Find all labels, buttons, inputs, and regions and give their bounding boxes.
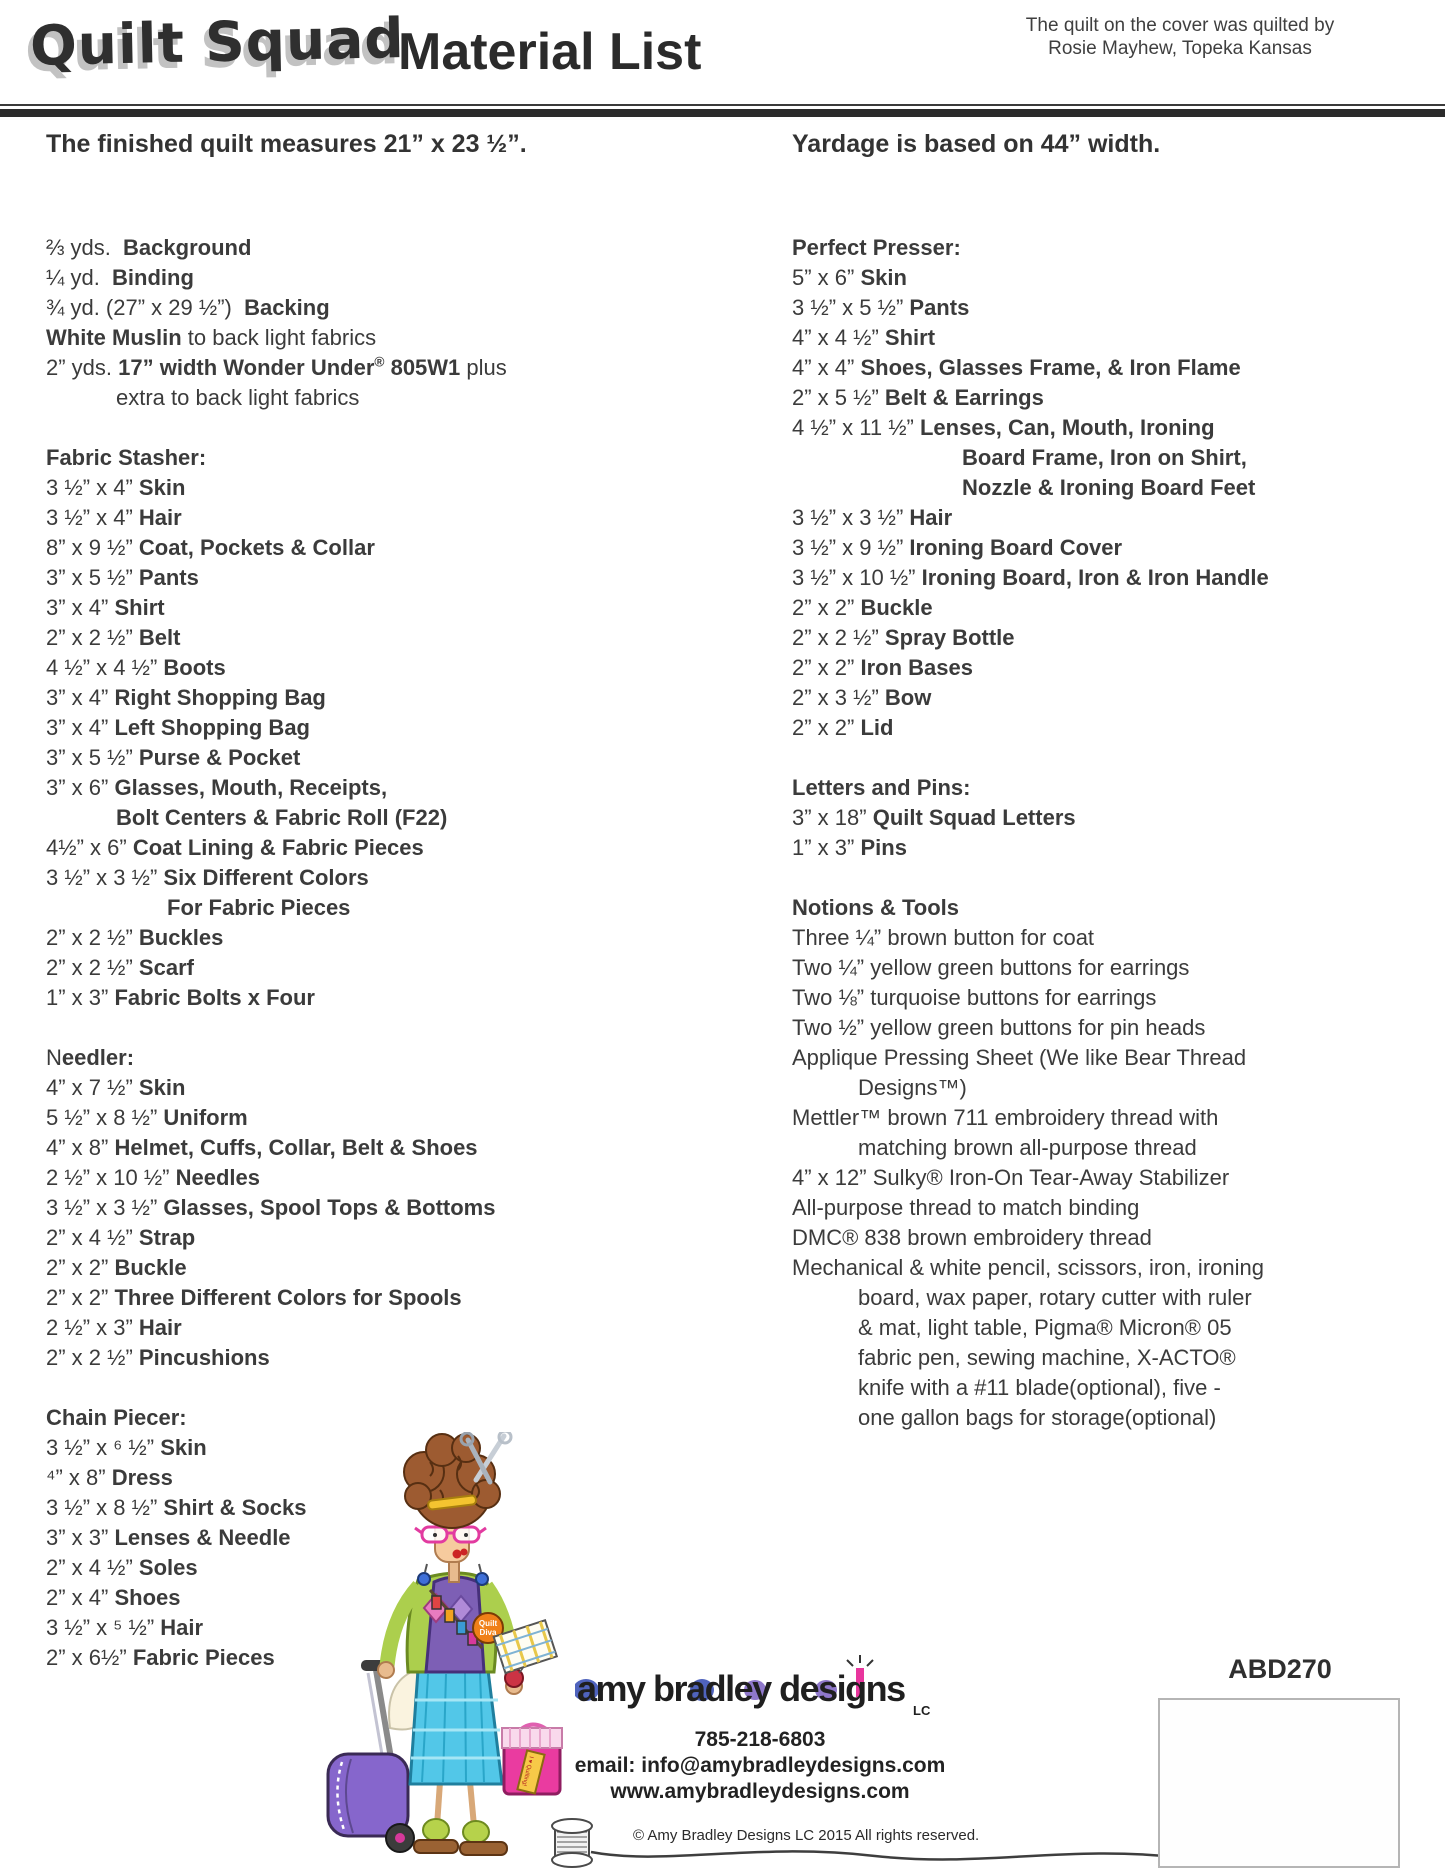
- section-title: Chain Piecer:: [46, 1405, 187, 1430]
- material-line: ⁴” x 8” Dress: [46, 1465, 173, 1490]
- material-line: 3 ½” x 10 ½” Ironing Board, Iron & Iron Handle: [792, 565, 1269, 590]
- right-column-blocks: [792, 233, 1445, 1433]
- logo-lc-text: LC: [913, 1703, 931, 1718]
- material-line: 3 ½” x ⁶ ½” Skin: [46, 1435, 207, 1460]
- material-line: 2” x 4 ½” Soles: [46, 1555, 198, 1580]
- badge-text-1: Quilt: [478, 1619, 498, 1628]
- material-line: 4 ½” x 11 ½” Lenses, Can, Mouth, Ironing: [792, 415, 1215, 440]
- material-line: Mechanical & white pencil, scissors, iron, ironing: [792, 1255, 1264, 1280]
- bag-tag-text: I ♥ Quilting!: [520, 1755, 534, 1787]
- material-line: 2” x 2 ½” Pincushions: [46, 1345, 270, 1370]
- phone-number: 785-218-6803: [694, 1728, 826, 1751]
- material-line: 3 ½” x 4” Skin: [46, 475, 186, 500]
- material-line: knife with a #11 blade(optional), five -: [858, 1375, 1221, 1400]
- material-line: 8” x 9 ½” Coat, Pockets & Collar: [46, 535, 375, 560]
- cover-credit: [1005, 14, 1355, 60]
- material-line: 3 ½” x 8 ½” Shirt & Socks: [46, 1495, 307, 1520]
- material-line: 2” x 4 ½” Strap: [46, 1225, 196, 1250]
- material-line: 2” x 5 ½” Belt & Earrings: [792, 385, 1044, 410]
- material-section: [46, 443, 746, 1013]
- material-line: 2” x 2” Buckle: [792, 595, 933, 620]
- material-line: 4” x 4 ½” Shirt: [792, 325, 936, 350]
- copyright-text: © Amy Bradley Designs LC 2015 All rights reserved.: [633, 1827, 980, 1844]
- material-line: 2” x 2 ½” Buckles: [46, 925, 224, 950]
- material-line: 1” x 3” Pins: [792, 835, 907, 860]
- curly-hair: [404, 1434, 500, 1528]
- material-line: 3 ½” x 4” Hair: [46, 505, 182, 530]
- cover-credit-line2: Rosie Mayhew, Topeka Kansas: [1048, 38, 1312, 59]
- material-line: 2” x 2 ½” Spray Bottle: [792, 625, 1015, 650]
- material-line: Mettler™ brown 711 embroidery thread with: [792, 1105, 1219, 1130]
- material-line: matching brown all-purpose thread: [858, 1135, 1197, 1160]
- yardage-heading: Yardage is based on 44” width.: [792, 130, 1161, 158]
- material-line: Two ½” yellow green buttons for pin heads: [792, 1015, 1206, 1040]
- material-line: All-purpose thread to match binding: [792, 1195, 1140, 1220]
- header-divider-thick: [0, 109, 1445, 117]
- barcode-placeholder-box: [1158, 1698, 1400, 1868]
- material-line: Nozzle & Ironing Board Feet: [962, 475, 1256, 500]
- quilting-lady-illustration: [318, 1432, 573, 1864]
- material-line: 2” x 3 ½” Bow: [792, 685, 932, 710]
- material-line: Bolt Centers & Fabric Roll (F22): [116, 805, 448, 830]
- material-line: 4” x 12” Sulky® Iron-On Tear-Away Stabilizer: [792, 1165, 1230, 1190]
- material-line: Three ¼” brown button for coat: [792, 925, 1095, 950]
- material-line: extra to back light fabrics: [116, 385, 360, 410]
- material-line: 2” x 2” Buckle: [46, 1255, 187, 1280]
- website-url: www.amybradleydesigns.com: [610, 1780, 910, 1803]
- section-title: Letters and Pins:: [792, 775, 971, 800]
- material-line: 2” x 2 ½” Scarf: [46, 955, 194, 980]
- material-line: 4½” x 6” Coat Lining & Fabric Pieces: [46, 835, 424, 860]
- material-line: 3” x 5 ½” Pants: [46, 565, 199, 590]
- material-line: 3 ½” x 3 ½” Glasses, Spool Tops & Bottoms: [46, 1195, 496, 1220]
- legs-socks-sandals: [414, 1782, 507, 1855]
- page-title: Material List: [398, 23, 702, 81]
- material-line: 3 ½” x 9 ½” Ironing Board Cover: [792, 535, 1123, 560]
- earring-right: [476, 1573, 488, 1585]
- thread-wave-line: [591, 1851, 1199, 1859]
- sparkle-icon: [847, 1655, 873, 1666]
- material-line: 3” x 4” Left Shopping Bag: [46, 715, 310, 740]
- finished-size-heading: The finished quilt measures 21” x 23 ½”.: [46, 130, 527, 158]
- material-line: 3 ½” x 5 ½” Pants: [792, 295, 970, 320]
- material-line: ¾ yd. (27” x 29 ½”) Backing: [46, 295, 330, 320]
- material-line: 1” x 3” Fabric Bolts x Four: [46, 985, 315, 1010]
- badge-text-2: Diva: [479, 1628, 497, 1637]
- material-line: ⅔ yds. Background: [46, 235, 252, 260]
- material-line: 3 ½” x 3 ½” Hair: [792, 505, 953, 530]
- material-line: 2” x 6½” Fabric Pieces: [46, 1645, 275, 1670]
- material-section: [792, 893, 1445, 1433]
- material-line: 4” x 4” Shoes, Glasses Frame, & Iron Flame: [792, 355, 1241, 380]
- material-line: Two ⅛” turquoise buttons for earrings: [792, 985, 1157, 1010]
- material-line: 2” x 2” Iron Bases: [792, 655, 973, 680]
- material-section: [46, 233, 746, 413]
- right-column: [792, 130, 1445, 1433]
- cover-credit-line1: The quilt on the cover was quilted by: [1025, 15, 1335, 36]
- material-line: board, wax paper, rotary cutter with ruler: [858, 1285, 1252, 1310]
- material-line: 2” x 2” Lid: [792, 715, 894, 740]
- material-line: 4 ½” x 4 ½” Boots: [46, 655, 226, 680]
- material-line: 5” x 6” Skin: [792, 265, 907, 290]
- material-line: 3 ½” x ⁵ ½” Hair: [46, 1615, 204, 1640]
- material-line: & mat, light table, Pigma® Micron® 05: [858, 1315, 1232, 1340]
- material-line: ¼ yd. Binding: [46, 265, 194, 290]
- material-line: 3” x 4” Right Shopping Bag: [46, 685, 326, 710]
- material-section: [792, 233, 1445, 743]
- material-section: [792, 773, 1445, 863]
- material-line: Two ¼” yellow green buttons for earrings: [792, 955, 1190, 980]
- thread-spool-icon: [552, 1819, 592, 1867]
- section-title: Perfect Presser:: [792, 235, 961, 260]
- material-section: [46, 1043, 746, 1373]
- product-code: ABD270: [1228, 1654, 1332, 1684]
- material-line: one gallon bags for storage(optional): [858, 1405, 1217, 1430]
- material-line: fabric pen, sewing machine, X-ACTO®: [858, 1345, 1236, 1370]
- material-line: 5 ½” x 8 ½” Uniform: [46, 1105, 248, 1130]
- email-address: email: info@amybradleydesigns.com: [574, 1754, 946, 1777]
- material-line: Designs™): [858, 1075, 967, 1100]
- material-line: DMC® 838 brown embroidery thread: [792, 1225, 1152, 1250]
- material-line: Board Frame, Iron on Shirt,: [962, 445, 1247, 470]
- material-line: 3 ½” x 3 ½” Six Different Colors: [46, 865, 369, 890]
- material-line: White Muslin to back light fabrics: [46, 325, 377, 350]
- material-line: Applique Pressing Sheet (We like Bear Thread: [792, 1045, 1247, 1070]
- material-line: 2 ½” x 3” Hair: [46, 1315, 182, 1340]
- section-title: Fabric Stasher:: [46, 445, 207, 470]
- amy-bradley-designs-logo: [575, 1645, 935, 1723]
- logo-text: amy bradley designs: [577, 1668, 905, 1709]
- section-title: Notions & Tools: [792, 895, 960, 920]
- material-line: 3” x 3” Lenses & Needle: [46, 1525, 291, 1550]
- material-line: 4” x 7 ½” Skin: [46, 1075, 186, 1100]
- material-line: 3” x 4” Shirt: [46, 595, 165, 620]
- material-line: 3” x 6” Glasses, Mouth, Receipts,: [46, 775, 388, 800]
- section-title: Needler:: [46, 1045, 135, 1070]
- material-line: 2 ½” x 10 ½” Needles: [46, 1165, 261, 1190]
- material-line: 3” x 18” Quilt Squad Letters: [792, 805, 1076, 830]
- material-line: 2” yds. 17” width Wonder Under® 805W1 plus: [46, 354, 507, 380]
- material-line: 2” x 2 ½” Belt: [46, 625, 181, 650]
- material-line: 3” x 5 ½” Purse & Pocket: [46, 745, 301, 770]
- plaid-skirt: [410, 1670, 502, 1784]
- material-line: 2” x 2” Three Different Colors for Spools: [46, 1285, 462, 1310]
- earring-left: [418, 1573, 430, 1585]
- brand-logo-text: Quilt Squad: [29, 6, 406, 78]
- material-line: 2” x 4” Shoes: [46, 1585, 181, 1610]
- material-line: 4” x 8” Helmet, Cuffs, Collar, Belt & Shoes: [46, 1135, 478, 1160]
- material-line: For Fabric Pieces: [167, 895, 351, 920]
- header-divider-thin: [0, 104, 1445, 106]
